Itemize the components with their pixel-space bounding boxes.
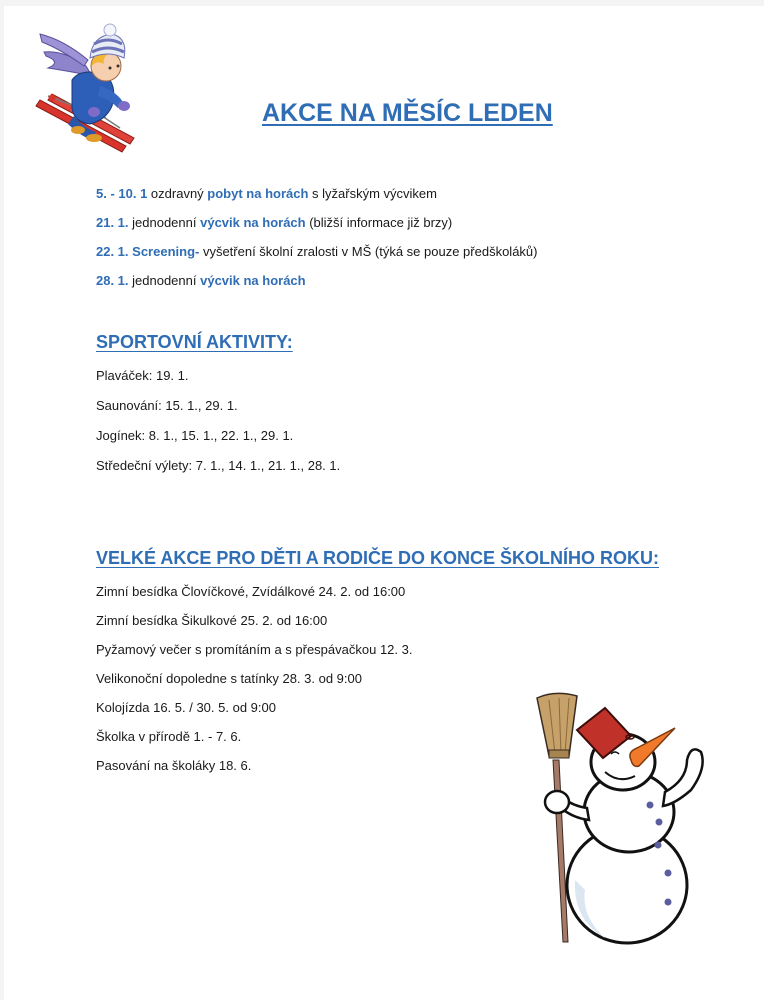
event-date: 21. 1. [96, 215, 129, 230]
sports-item: Plaváček: 19. 1. [96, 368, 189, 383]
sports-item: Středeční výlety: 7. 1., 14. 1., 21. 1., 28. 1. [96, 458, 341, 473]
sports-item: Saunování: 15. 1., 29. 1. [96, 398, 238, 413]
event-text: ozdravný [147, 186, 208, 201]
event-text: s lyžařským výcvikem [308, 186, 437, 201]
skier-boy-illustration [34, 20, 138, 160]
event-highlight: výcvik na horách [200, 273, 306, 288]
big-event-item: Pyžamový večer s promítáním a s přespávačkou 12. 3. [96, 642, 413, 657]
event-text: jednodenní [128, 273, 201, 288]
big-event-item: Zimní besídka Človíčkové, Zvídálkové 24. 2. od 16:00 [96, 584, 406, 599]
event-text: (bližší informace již brzy) [305, 215, 453, 230]
page-title: AKCE NA MĚSÍC LEDEN [262, 99, 553, 127]
broom-icon [537, 693, 577, 758]
sports-item: Jogínek: 8. 1., 15. 1., 22. 1., 29. 1. [96, 428, 294, 443]
january-event [96, 244, 537, 259]
big-event-item: Velikonoční dopoledne s tatínky 28. 3. od 9:00 [96, 671, 362, 686]
big-event-item: Školka v přírodě 1. - 7. 6. [96, 729, 242, 744]
january-event [96, 273, 306, 288]
event-date: 28. 1. [96, 273, 129, 288]
event-date: 22. 1. [96, 244, 129, 259]
event-highlight: pobyt na horách [207, 186, 309, 201]
snowman-illustration [515, 680, 705, 945]
event-highlight: Screening- [132, 244, 200, 259]
sports-heading: SPORTOVNÍ AKTIVITY: [96, 332, 293, 352]
january-event [96, 215, 452, 230]
big-events-heading: VELKÉ AKCE PRO DĚTI A RODIČE DO KONCE ŠKOLNÍHO ROKU: [96, 548, 660, 568]
big-event-item: Pasování na školáky 18. 6. [96, 758, 252, 773]
event-highlight: výcvik na horách [200, 215, 306, 230]
event-text: vyšetření školní zralosti v MŠ (týká se pouze předškoláků) [199, 244, 538, 259]
event-text: jednodenní [128, 215, 201, 230]
event-date: 5. - 10. 1 [96, 186, 148, 201]
big-event-item: Zimní besídka Šikulkové 25. 2. od 16:00 [96, 613, 328, 628]
big-event-item: Kolojízda 16. 5. / 30. 5. od 9:00 [96, 700, 276, 715]
january-event [96, 186, 437, 201]
